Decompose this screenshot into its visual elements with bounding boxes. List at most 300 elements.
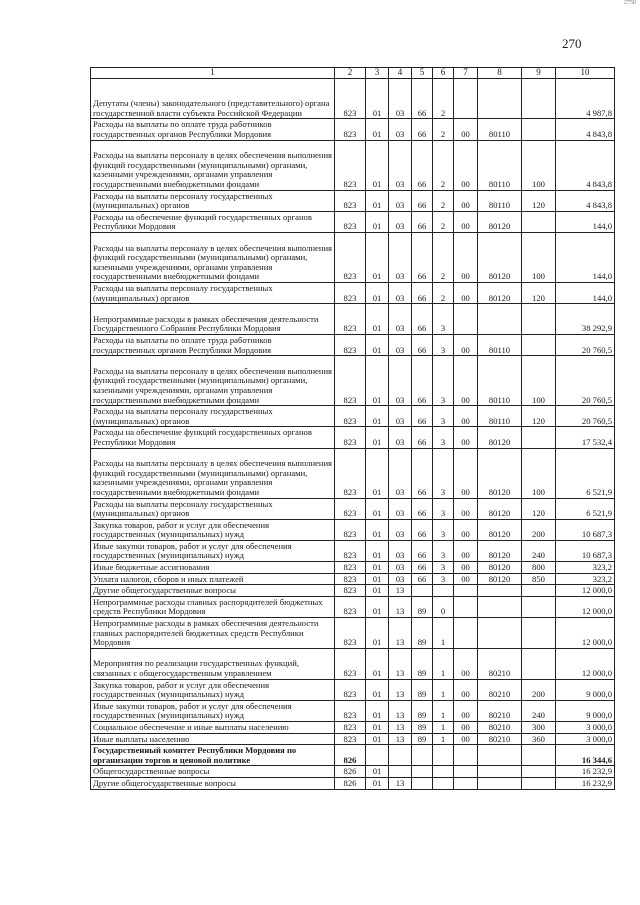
row-code: 100 [522,448,556,498]
row-code: 2 [433,140,454,190]
row-code: 03 [389,334,412,355]
row-code: 01 [366,777,389,789]
row-code [389,766,412,778]
row-code: 00 [454,119,478,140]
row-code: 823 [335,519,366,540]
row-code: 00 [454,140,478,190]
row-amount: 4 843,8 [556,190,615,211]
row-code [433,745,454,766]
row-code: 360 [522,733,556,745]
row-code: 13 [389,733,412,745]
row-description: Государственный комитет Республики Мордовия по организации торгов и ценовой политике [91,745,335,766]
row-code: 2 [433,282,454,303]
table-row [91,304,615,335]
row-code: 00 [454,282,478,303]
table-row [91,498,615,519]
row-code [412,777,433,789]
row-code: 03 [389,406,412,427]
row-amount: 16 232,9 [556,766,615,778]
row-code [454,304,478,335]
row-code: 01 [366,562,389,574]
row-code [522,119,556,140]
row-code: 89 [412,596,433,617]
row-code [454,766,478,778]
row-code: 01 [366,119,389,140]
row-code [478,79,522,119]
row-amount: 144,0 [556,232,615,282]
table-row [91,573,615,585]
row-code: 100 [522,232,556,282]
table-row [91,334,615,355]
row-description: Социальное обеспечение и иные выплаты населению [91,722,335,734]
row-description: Закупка товаров, работ и услуг для обеспечения государственных (муниципальных) нужд [91,679,335,700]
row-code [454,745,478,766]
row-code [433,766,454,778]
row-amount: 20 760,5 [556,334,615,355]
row-code: 03 [389,232,412,282]
row-code: 3 [433,498,454,519]
row-code: 2 [433,190,454,211]
row-description: Расходы на выплаты по оплате труда работников государственных органов Республики Мордовия [91,119,335,140]
row-code: 3 [433,334,454,355]
row-code: 00 [454,648,478,679]
row-code: 2 [433,232,454,282]
row-amount: 12 000,0 [556,648,615,679]
row-code: 120 [522,282,556,303]
row-code: 2 [433,119,454,140]
row-code: 80110 [478,334,522,355]
row-code: 03 [389,573,412,585]
row-code: 01 [366,140,389,190]
row-code: 01 [366,733,389,745]
row-code: 823 [335,648,366,679]
row-code [454,596,478,617]
row-description: Расходы на выплаты по оплате труда работников государственных органов Республики Мордовия [91,334,335,355]
row-code: 80210 [478,648,522,679]
row-code: 01 [366,648,389,679]
corner-mark: 2750 [624,0,636,6]
row-code: 01 [366,596,389,617]
row-code: 1 [433,648,454,679]
row-code [433,585,454,597]
row-code: 00 [454,573,478,585]
table-row [91,282,615,303]
row-code: 100 [522,140,556,190]
row-code: 120 [522,190,556,211]
table-row [91,733,615,745]
row-code: 66 [412,304,433,335]
row-code: 01 [366,406,389,427]
row-amount: 20 760,5 [556,356,615,406]
row-code: 80210 [478,733,522,745]
row-code: 823 [335,585,366,597]
row-code: 00 [454,406,478,427]
table-row [91,745,615,766]
row-code: 00 [454,733,478,745]
row-amount: 323,2 [556,573,615,585]
row-code: 89 [412,722,433,734]
row-code [522,766,556,778]
row-code: 01 [366,679,389,700]
row-code: 1 [433,618,454,649]
row-code: 89 [412,618,433,649]
row-code: 66 [412,334,433,355]
row-description: Другие общегосударственные вопросы [91,777,335,789]
row-code: 823 [335,119,366,140]
row-code: 300 [522,722,556,734]
row-code: 823 [335,356,366,406]
row-code: 01 [366,618,389,649]
table-row [91,119,615,140]
row-code: 66 [412,573,433,585]
table-row [91,427,615,448]
row-code: 66 [412,140,433,190]
row-code [478,745,522,766]
row-code [433,777,454,789]
row-code: 66 [412,540,433,561]
row-code: 823 [335,79,366,119]
row-code [454,585,478,597]
row-code: 823 [335,733,366,745]
row-code: 89 [412,700,433,721]
row-code: 00 [454,190,478,211]
row-code: 80120 [478,211,522,232]
row-code: 13 [389,585,412,597]
row-code: 823 [335,140,366,190]
row-description: Расходы на выплаты персоналу государственных (муниципальных) органов [91,498,335,519]
row-code: 66 [412,427,433,448]
row-code: 823 [335,334,366,355]
header-cell: 2 [335,68,366,79]
row-code: 01 [366,722,389,734]
row-code: 80210 [478,700,522,721]
header-cell: 1 [91,68,335,79]
row-code [454,777,478,789]
row-code [522,648,556,679]
row-code: 03 [389,519,412,540]
row-code: 80210 [478,679,522,700]
row-code: 823 [335,448,366,498]
row-code: 3 [433,448,454,498]
row-code [478,766,522,778]
row-description: Иные выплаты населению [91,733,335,745]
row-code: 823 [335,190,366,211]
row-amount: 12 000,0 [556,618,615,649]
row-code: 00 [454,700,478,721]
row-description: Непрограммные расходы главных распорядителей бюджетных средств Республики Мордовия [91,596,335,617]
row-code: 01 [366,304,389,335]
row-description: Уплата налогов, сборов и иных платежей [91,573,335,585]
row-code: 823 [335,211,366,232]
page-number: 270 [562,36,582,51]
row-code [522,427,556,448]
row-code: 66 [412,448,433,498]
row-code: 13 [389,722,412,734]
row-code: 03 [389,427,412,448]
row-amount: 6 521,9 [556,498,615,519]
table-row [91,232,615,282]
row-code: 2 [433,211,454,232]
table-row [91,519,615,540]
row-code: 80120 [478,232,522,282]
row-code: 3 [433,540,454,561]
row-code: 3 [433,427,454,448]
row-code [454,618,478,649]
row-code: 66 [412,356,433,406]
row-code [522,585,556,597]
row-code: 03 [389,79,412,119]
row-code: 66 [412,498,433,519]
row-code: 80120 [478,562,522,574]
row-code: 66 [412,562,433,574]
row-code: 03 [389,190,412,211]
row-code: 823 [335,722,366,734]
row-description: Расходы на обеспечение функций государственных органов Республики Мордовия [91,427,335,448]
table-row [91,777,615,789]
row-code: 01 [366,519,389,540]
row-code: 01 [366,448,389,498]
table-row [91,540,615,561]
row-code: 89 [412,679,433,700]
row-code: 00 [454,562,478,574]
table-row [91,700,615,721]
row-code: 13 [389,648,412,679]
row-code: 00 [454,448,478,498]
row-amount: 12 000,0 [556,585,615,597]
row-code: 03 [389,356,412,406]
row-code: 826 [335,766,366,778]
row-code: 00 [454,334,478,355]
row-code [478,585,522,597]
row-code: 1 [433,733,454,745]
row-code: 1 [433,700,454,721]
row-code [522,79,556,119]
row-amount: 38 292,9 [556,304,615,335]
row-code: 13 [389,618,412,649]
row-code: 00 [454,722,478,734]
row-amount: 4 843,8 [556,140,615,190]
row-code: 3 [433,562,454,574]
row-amount: 12 000,0 [556,596,615,617]
row-code [412,766,433,778]
row-amount: 9 000,0 [556,700,615,721]
row-code: 00 [454,232,478,282]
row-amount: 144,0 [556,211,615,232]
row-code [478,618,522,649]
row-code: 823 [335,498,366,519]
row-code: 823 [335,618,366,649]
row-code [454,79,478,119]
row-code [478,777,522,789]
row-code [522,745,556,766]
row-code: 66 [412,282,433,303]
row-code: 00 [454,427,478,448]
row-amount: 144,0 [556,282,615,303]
row-amount: 10 687,3 [556,540,615,561]
row-code: 00 [454,356,478,406]
row-code: 03 [389,498,412,519]
row-code: 200 [522,519,556,540]
row-description: Расходы на выплаты персоналу в целях обеспечения выполнения функций государственными (муниципальными) органами, казенными учреждениями, органами управления государственными внебюджетными фондами [91,140,335,190]
row-code: 850 [522,573,556,585]
row-code: 826 [335,777,366,789]
row-code: 00 [454,679,478,700]
table-row [91,722,615,734]
row-code: 240 [522,700,556,721]
row-code: 3 [433,356,454,406]
row-code: 01 [366,573,389,585]
row-code: 800 [522,562,556,574]
row-amount: 16 232,9 [556,777,615,789]
row-code [522,304,556,335]
table-row [91,406,615,427]
table-header-row [91,68,615,79]
row-code: 00 [454,498,478,519]
row-code: 80120 [478,573,522,585]
row-code: 120 [522,498,556,519]
row-code [522,334,556,355]
table-row [91,618,615,649]
row-code: 03 [389,562,412,574]
row-code: 66 [412,190,433,211]
row-code: 120 [522,406,556,427]
row-code: 03 [389,304,412,335]
row-description: Расходы на выплаты персоналу в целях обеспечения выполнения функций государственными (муниципальными) органами, казенными учреждениями, органами управления государственными внебюджетными фондами [91,356,335,406]
row-description: Иные бюджетные ассигнования [91,562,335,574]
row-code: 66 [412,232,433,282]
row-code [522,596,556,617]
row-code: 03 [389,211,412,232]
row-description: Общегосударственные вопросы [91,766,335,778]
row-description: Непрограммные расходы в рамках обеспечения деятельности Государственного Собрания Республики Мордовия [91,304,335,335]
row-code: 80120 [478,282,522,303]
row-code: 80110 [478,356,522,406]
table-row [91,211,615,232]
row-code: 823 [335,427,366,448]
row-code: 03 [389,448,412,498]
row-code: 01 [366,700,389,721]
row-code: 01 [366,356,389,406]
row-code: 01 [366,585,389,597]
row-code: 823 [335,232,366,282]
row-code: 01 [366,190,389,211]
table-row [91,562,615,574]
row-code: 80120 [478,498,522,519]
row-description: Расходы на выплаты персоналу в целях обеспечения выполнения функций государственными (муниципальными) органами, казенными учреждениями, органами управления государственными внебюджетными фондами [91,448,335,498]
row-amount: 3 000,0 [556,722,615,734]
row-code: 01 [366,211,389,232]
row-code: 823 [335,282,366,303]
row-amount: 6 521,9 [556,448,615,498]
row-code: 823 [335,679,366,700]
row-code: 01 [366,540,389,561]
row-code: 89 [412,733,433,745]
row-code: 13 [389,679,412,700]
table-row [91,648,615,679]
row-amount: 17 532,4 [556,427,615,448]
row-description: Депутаты (члены) законодательного (представительного) органа государственной власти субъекта Российской Федерации [91,79,335,119]
row-code [366,745,389,766]
row-code: 01 [366,334,389,355]
row-code: 80120 [478,427,522,448]
row-code: 03 [389,140,412,190]
table-row [91,679,615,700]
row-description: Другие общегосударственные вопросы [91,585,335,597]
table-row [91,448,615,498]
row-code: 03 [389,119,412,140]
row-description: Мероприятия по реализации государственных функций, связанных с общегосударственным управлением [91,648,335,679]
row-code: 01 [366,232,389,282]
row-code: 13 [389,777,412,789]
row-code: 13 [389,596,412,617]
row-code: 0 [433,596,454,617]
header-cell: 7 [454,68,478,79]
row-code: 80110 [478,190,522,211]
row-amount: 323,2 [556,562,615,574]
row-description: Расходы на выплаты персоналу государственных (муниципальных) органов [91,282,335,303]
row-code: 66 [412,519,433,540]
header-cell: 4 [389,68,412,79]
row-code: 01 [366,766,389,778]
row-code: 01 [366,79,389,119]
row-code [389,745,412,766]
row-code: 80120 [478,519,522,540]
row-code: 1 [433,679,454,700]
header-cell: 8 [478,68,522,79]
row-code: 01 [366,427,389,448]
row-code: 823 [335,304,366,335]
row-code: 13 [389,700,412,721]
row-code: 823 [335,700,366,721]
row-code: 80120 [478,540,522,561]
table-row [91,356,615,406]
row-code: 2 [433,79,454,119]
row-code: 66 [412,79,433,119]
header-cell: 9 [522,68,556,79]
row-code: 80110 [478,140,522,190]
row-code: 80110 [478,119,522,140]
row-code [522,211,556,232]
row-description: Закупка товаров, работ и услуг для обеспечения государственных (муниципальных) нужд [91,519,335,540]
row-code [412,745,433,766]
row-code: 01 [366,498,389,519]
row-code [522,618,556,649]
row-code: 1 [433,722,454,734]
row-code: 00 [454,519,478,540]
row-code: 00 [454,540,478,561]
row-code: 3 [433,304,454,335]
row-code: 826 [335,745,366,766]
table-row [91,596,615,617]
row-code: 200 [522,679,556,700]
row-code [478,304,522,335]
row-code: 100 [522,356,556,406]
row-amount: 10 687,3 [556,519,615,540]
row-code: 3 [433,519,454,540]
row-code: 80110 [478,406,522,427]
row-amount: 20 760,5 [556,406,615,427]
row-code [522,777,556,789]
row-code: 823 [335,540,366,561]
row-amount: 4 843,8 [556,119,615,140]
table-row [91,766,615,778]
row-code: 823 [335,406,366,427]
row-code: 3 [433,573,454,585]
row-code: 3 [433,406,454,427]
row-description: Расходы на выплаты персоналу государственных (муниципальных) органов [91,406,335,427]
row-code: 80210 [478,722,522,734]
table-row [91,140,615,190]
